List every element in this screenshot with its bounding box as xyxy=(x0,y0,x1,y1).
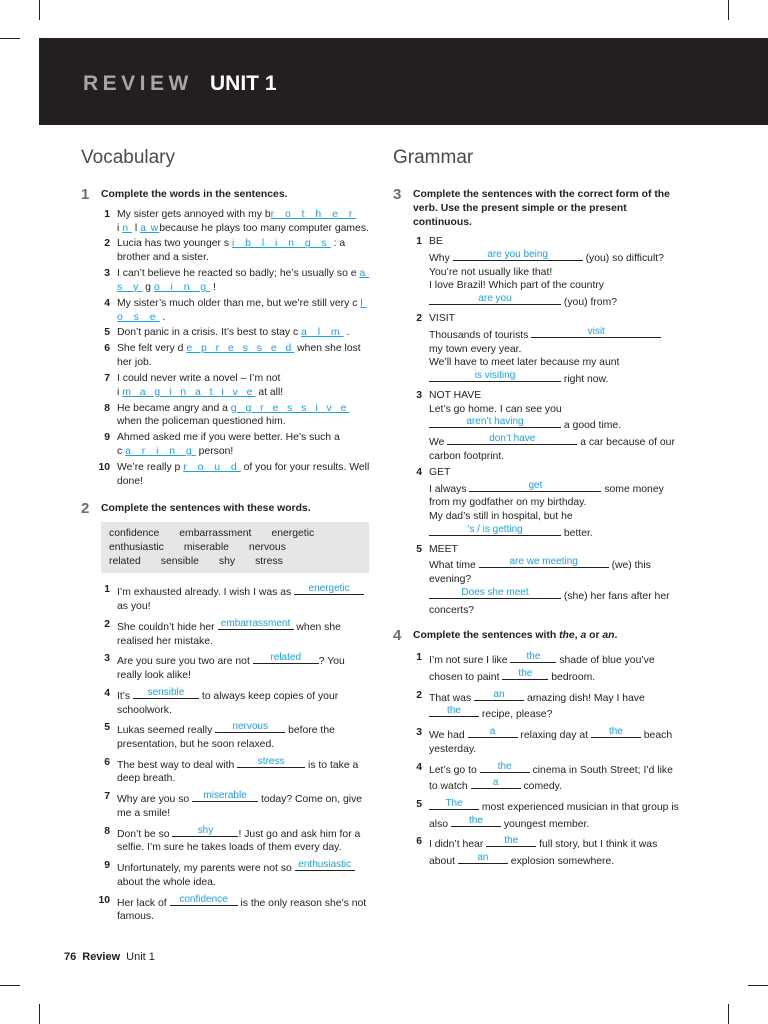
item-text: . xyxy=(346,327,350,339)
list-item xyxy=(101,790,371,820)
answer-blank[interactable] xyxy=(502,668,548,680)
item-number: 1 xyxy=(104,208,110,220)
list-item xyxy=(101,756,371,786)
answer-text: visit xyxy=(587,325,605,337)
list-item xyxy=(101,208,371,235)
item-number: 9 xyxy=(104,860,110,872)
item-text: i xyxy=(117,386,120,398)
answer-text: sensible xyxy=(147,686,185,698)
item-text: Her lack of xyxy=(117,897,167,909)
exercise-1 xyxy=(81,188,371,488)
item-text: comedy. xyxy=(523,781,562,793)
answer-blank[interactable] xyxy=(479,556,609,568)
list-item xyxy=(413,389,683,464)
item-text: youngest member. xyxy=(503,818,590,830)
answer-blank[interactable] xyxy=(429,370,561,382)
item-number: 2 xyxy=(416,313,422,325)
list-item xyxy=(101,267,371,294)
answer-text: are you xyxy=(478,293,512,305)
item-text: My sister gets annoyed with my b xyxy=(117,208,271,220)
answer-letters: i b l i n g s xyxy=(231,238,331,250)
list-item xyxy=(413,835,683,868)
item-text: at all! xyxy=(258,386,284,398)
item-text: Let’s go to xyxy=(429,764,477,776)
item-text: some money from my godfather on my birthday. xyxy=(429,483,664,509)
item-text: ! Just go and ask him for a selfie. I’m sure he takes loads of them every day. xyxy=(117,828,361,854)
item-text: Are you sure you two are not xyxy=(117,656,250,668)
item-number: 5 xyxy=(416,799,422,810)
answer-blank[interactable] xyxy=(447,433,577,445)
unit-label: UNIT 1 xyxy=(210,72,277,95)
item-text: I’m not sure I like xyxy=(429,655,508,667)
answer-letters: g g r e s s i v e xyxy=(230,402,350,414)
item-text: before the presentation, but he soon relaxed. xyxy=(117,725,335,750)
item-text: . xyxy=(162,311,166,323)
item-number: 7 xyxy=(104,791,110,803)
answer-blank[interactable] xyxy=(215,721,285,733)
item-text: about the whole idea. xyxy=(117,876,216,888)
exercise-4 xyxy=(393,629,683,869)
answer-blank[interactable] xyxy=(192,790,258,802)
list-item xyxy=(101,687,371,717)
instruction-text: , xyxy=(574,630,581,642)
item-number: 3 xyxy=(416,390,422,401)
verb-prompt: VISIT xyxy=(429,313,455,325)
item-text: when she realised her mistake. xyxy=(117,621,341,647)
item-text: The best way to deal with xyxy=(117,759,235,771)
item-text: I love Brazil! Which part of the country xyxy=(429,280,604,292)
item-text: : a brother and a sister. xyxy=(117,238,346,264)
answer-text: get xyxy=(528,479,543,491)
answer-blank[interactable] xyxy=(294,583,364,595)
answer-text: Does she meet xyxy=(461,586,529,598)
answer-blank[interactable] xyxy=(531,326,661,338)
word-box-word: confidence xyxy=(109,528,160,540)
answer-text: the xyxy=(526,651,541,663)
item-number: 10 xyxy=(98,461,110,473)
item-number: 10 xyxy=(98,894,110,906)
answer-blank[interactable] xyxy=(172,825,238,837)
item-text: because he plays too many computer games. xyxy=(159,222,369,234)
item-text: My dad’s still in hospital, but he xyxy=(429,511,573,523)
word-box-word: shy xyxy=(218,555,236,567)
instruction-text: a xyxy=(580,630,587,642)
answer-text: an xyxy=(477,852,489,864)
word-box-word: sensible xyxy=(160,555,199,567)
exercise-number: 2 xyxy=(81,500,90,518)
list-item xyxy=(101,825,371,855)
answer-blank[interactable] xyxy=(474,689,524,701)
item-text: l xyxy=(134,222,138,234)
list-item xyxy=(413,543,683,618)
item-number: 6 xyxy=(416,836,422,848)
item-number: 4 xyxy=(104,687,110,699)
answer-text: the xyxy=(518,667,533,679)
item-text: (you) from? xyxy=(563,297,618,309)
item-number: 1 xyxy=(416,236,422,248)
item-text: when she lost her job. xyxy=(117,343,361,369)
list-item xyxy=(413,726,683,756)
item-text: We’re really p xyxy=(117,461,181,473)
answer-blank[interactable] xyxy=(480,761,530,773)
item-text: We had xyxy=(429,730,465,742)
list-item xyxy=(101,297,371,324)
answer-blank[interactable] xyxy=(218,618,294,630)
item-number: 1 xyxy=(416,652,422,664)
item-text: Let’s go home. I can see you xyxy=(429,403,562,415)
answer-text: miserable xyxy=(203,790,247,802)
answer-letters: a w xyxy=(140,222,160,234)
answer-text: are you being xyxy=(487,249,548,261)
list-item xyxy=(101,431,371,458)
verb-prompt: BE xyxy=(429,236,443,248)
item-number: 5 xyxy=(104,327,110,339)
item-text: ? You really look alike! xyxy=(117,656,345,682)
item-number: 5 xyxy=(416,543,422,555)
instruction-text: the xyxy=(559,630,575,642)
answer-letters: a s y xyxy=(117,268,370,293)
item-number: 4 xyxy=(104,297,110,309)
answer-text: a xyxy=(492,777,499,789)
exercise-number: 1 xyxy=(81,186,90,204)
item-text: I can’t believe he reacted so badly; he’s usually so e xyxy=(117,268,357,280)
item-text: to always keep copies of your schoolwork. xyxy=(117,690,339,716)
list-item xyxy=(101,618,371,648)
word-box-word: embarrassment xyxy=(179,528,252,540)
answer-text: ’s / is getting xyxy=(467,523,523,535)
word-box-word: related xyxy=(109,555,141,567)
exercise-2 xyxy=(81,502,371,924)
footer-section: Review xyxy=(82,951,121,963)
answer-letters: r o t h e r xyxy=(270,208,357,220)
answer-blank[interactable] xyxy=(429,587,561,599)
section-title-grammar: Grammar xyxy=(393,147,474,168)
verb-prompt: MEET xyxy=(429,543,458,555)
item-text: (we) this evening? xyxy=(429,560,651,586)
answer-text: a xyxy=(489,726,496,738)
item-text: c xyxy=(117,446,123,458)
list-item xyxy=(413,312,683,387)
item-text: Thousands of tourists xyxy=(429,329,529,341)
answer-text: the xyxy=(497,760,512,772)
answer-text: The xyxy=(445,798,463,809)
crop-mark xyxy=(0,38,20,39)
instruction-text: . xyxy=(614,630,618,642)
item-text: Ahmed asked me if you were better. He’s such a xyxy=(117,432,340,444)
list-item xyxy=(101,402,371,429)
word-box-word: nervous xyxy=(248,541,286,553)
footer-unit: Unit 1 xyxy=(126,951,155,963)
item-text: (you) so difficult? You’re not usually like that! xyxy=(429,253,664,278)
list-item xyxy=(413,651,683,684)
item-text: Don’t be so xyxy=(117,828,170,840)
list-item xyxy=(413,235,683,310)
answer-blank[interactable] xyxy=(468,726,518,738)
item-text: Don’t panic in a crisis. It’s best to stay c xyxy=(117,327,299,339)
item-text: is to take a deep breath. xyxy=(117,759,359,785)
answer-blank[interactable] xyxy=(429,416,561,428)
verb-prompt: GET xyxy=(429,466,451,478)
item-text: I didn’t hear xyxy=(429,839,484,851)
item-text: beach yesterday. xyxy=(429,730,673,755)
answer-text: nervous xyxy=(232,721,268,733)
item-number: 7 xyxy=(104,373,110,385)
answer-text: the xyxy=(504,835,519,847)
item-text: g xyxy=(145,281,151,293)
crop-mark xyxy=(748,985,768,986)
answer-letters: r o u d xyxy=(183,461,241,473)
answer-text: stress xyxy=(257,755,285,767)
crop-mark xyxy=(728,1004,729,1024)
review-label: REVIEW xyxy=(83,72,193,95)
list-item xyxy=(98,893,371,924)
answer-letters: l o s e xyxy=(117,297,367,323)
answer-blank[interactable] xyxy=(429,705,479,717)
answer-blank[interactable] xyxy=(429,798,479,810)
item-number: 8 xyxy=(104,402,110,414)
exercise-instruction xyxy=(413,629,683,643)
answer-blank[interactable] xyxy=(295,859,355,871)
word-box-word: energetic xyxy=(271,528,315,540)
page-footer xyxy=(64,950,155,965)
item-text: amazing dish! May I have xyxy=(526,692,645,704)
answer-text: the xyxy=(469,814,483,826)
answer-blank[interactable] xyxy=(237,756,305,768)
item-text: Why are you so xyxy=(117,794,190,806)
answer-letters: o i n g xyxy=(153,281,211,293)
answer-text: the xyxy=(447,705,461,717)
answer-text: the xyxy=(608,726,623,738)
exercise-3 xyxy=(393,188,683,617)
instruction-text: an xyxy=(602,630,615,642)
item-text: ! xyxy=(213,281,216,293)
item-text: She felt very d xyxy=(117,343,184,355)
item-text: We xyxy=(429,437,445,449)
crop-mark xyxy=(0,985,20,986)
item-text: relaxing day at xyxy=(520,730,588,742)
item-text: bedroom. xyxy=(551,671,596,683)
answer-text: embarrassment xyxy=(220,617,291,629)
item-text: is the only reason she’s not famous. xyxy=(117,897,367,923)
crop-mark xyxy=(39,1004,40,1024)
item-text: My sister’s much older than me, but we’re still very c xyxy=(117,297,358,309)
word-box-word: enthusiastic xyxy=(109,541,164,553)
answer-text: shy xyxy=(197,824,214,836)
item-number: 8 xyxy=(104,825,110,837)
item-number: 3 xyxy=(416,727,422,739)
exercise-number: 4 xyxy=(393,627,402,645)
list-item xyxy=(101,342,371,369)
list-item xyxy=(98,461,371,488)
answer-blank[interactable] xyxy=(591,726,641,738)
answer-blank[interactable] xyxy=(471,777,521,789)
item-text: cinema in South Street; I’d like to watch xyxy=(429,764,673,793)
list-item xyxy=(101,583,371,613)
instruction-text: Complete the sentences with xyxy=(413,630,560,642)
answer-letters: e p r e s s e d xyxy=(186,343,295,355)
list-item xyxy=(413,761,683,794)
item-text: a car because of our carbon footprint. xyxy=(429,437,675,462)
answer-letters: m a g i n a t i v e xyxy=(122,386,256,398)
answer-text: confidence xyxy=(179,893,228,905)
item-text: when the policeman questioned him. xyxy=(117,416,286,428)
answer-blank[interactable] xyxy=(429,293,561,305)
answer-text: are we meeting xyxy=(509,556,578,568)
item-number: 6 xyxy=(104,343,110,355)
unit-header-banner xyxy=(39,38,768,125)
item-number: 2 xyxy=(104,238,110,250)
list-item xyxy=(101,721,371,751)
item-text: most experienced musician in that group is also xyxy=(429,802,679,830)
item-text: as you! xyxy=(117,601,151,613)
grammar-column xyxy=(393,145,683,873)
item-text: my town every year. xyxy=(429,343,522,355)
crop-mark xyxy=(39,0,40,20)
item-text: full story, but I think it was about xyxy=(429,839,658,868)
list-item xyxy=(413,689,683,722)
item-text: right now. xyxy=(563,374,609,386)
list-item xyxy=(413,466,683,541)
section-title-vocabulary: Vocabulary xyxy=(81,147,176,168)
item-text: She couldn’t hide her xyxy=(117,621,215,633)
answer-blank[interactable] xyxy=(451,815,501,827)
answer-blank[interactable] xyxy=(453,249,583,261)
item-text: I could never write a novel – I’m not xyxy=(117,373,281,385)
exercise-number: 3 xyxy=(393,186,402,204)
item-number: 2 xyxy=(104,618,110,630)
instruction-text: or xyxy=(586,630,603,642)
list-item xyxy=(413,798,683,831)
item-text: Unfortunately, my parents were not so xyxy=(117,863,292,875)
list-item xyxy=(101,859,371,889)
item-text: I always xyxy=(429,483,467,495)
item-number: 3 xyxy=(104,653,110,665)
item-text: explosion somewhere. xyxy=(510,856,615,868)
answer-text: related xyxy=(270,652,302,664)
answer-letters: a r i n g xyxy=(125,446,196,458)
answer-text: is visiting xyxy=(474,370,516,382)
item-text: I’m exhausted already. I wish I was as xyxy=(117,587,292,599)
item-number: 9 xyxy=(104,432,110,444)
exercise-instruction: Complete the words in the sentences. xyxy=(101,189,288,201)
list-item xyxy=(101,237,371,264)
item-text: recipe, please? xyxy=(481,709,553,721)
item-number: 5 xyxy=(104,722,110,734)
answer-text: aren’t having xyxy=(466,416,524,428)
item-number: 1 xyxy=(104,584,110,596)
answer-blank[interactable] xyxy=(133,687,199,699)
word-box-word: miserable xyxy=(183,541,229,553)
word-box xyxy=(101,522,369,573)
list-item xyxy=(101,652,371,682)
answer-blank[interactable] xyxy=(429,524,561,536)
answer-blank[interactable] xyxy=(510,651,556,663)
word-box-word: stress xyxy=(255,555,283,567)
item-text: of you for your results. Well done! xyxy=(117,461,370,487)
answer-blank[interactable] xyxy=(170,894,238,906)
exercise-instruction: Complete the sentences with these words. xyxy=(101,503,311,515)
exercise-instruction: Complete the sentences with the correct form of the verb. Use the present simple or the present continuous. xyxy=(413,189,670,228)
item-text: today? Come on, give me a smile! xyxy=(117,794,363,819)
item-text: (she) her fans after her concerts? xyxy=(429,590,670,616)
answer-text: don’t have xyxy=(489,433,536,445)
item-number: 6 xyxy=(104,756,110,768)
item-text: He became angry and a xyxy=(117,402,228,414)
crop-mark xyxy=(728,0,729,20)
page-number: 76 xyxy=(64,951,77,963)
item-text: We’ll have to meet later because my aunt xyxy=(429,357,620,369)
answer-blank[interactable] xyxy=(458,852,508,864)
answer-text: enthusiastic xyxy=(298,859,352,871)
item-text: a good time. xyxy=(563,420,622,432)
item-number: 2 xyxy=(416,689,422,701)
item-text: That was xyxy=(429,692,472,704)
answer-letters: n xyxy=(122,222,132,234)
item-number: 4 xyxy=(416,761,422,773)
item-text: Lucia has two younger s xyxy=(117,238,230,250)
item-text: person! xyxy=(198,446,234,458)
answer-letters: a l m xyxy=(301,327,344,339)
answer-blank[interactable] xyxy=(253,652,319,664)
item-text: better. xyxy=(563,527,593,539)
item-text: What time xyxy=(429,560,476,572)
verb-prompt: NOT HAVE xyxy=(429,390,482,401)
item-text: It’s xyxy=(117,690,131,702)
item-number: 4 xyxy=(416,466,422,478)
vocabulary-column xyxy=(81,145,371,928)
answer-blank[interactable] xyxy=(486,835,536,847)
answer-text: energetic xyxy=(308,583,350,595)
item-text: Why xyxy=(429,253,450,265)
list-item xyxy=(101,326,371,340)
answer-text: an xyxy=(493,688,505,700)
item-text: shade of blue you’ve chosen to paint xyxy=(429,655,655,683)
item-text: Lukas seemed really xyxy=(117,725,213,737)
list-item xyxy=(101,372,371,399)
item-text: i xyxy=(117,222,120,234)
item-number: 3 xyxy=(104,268,110,280)
answer-blank[interactable] xyxy=(469,480,601,492)
